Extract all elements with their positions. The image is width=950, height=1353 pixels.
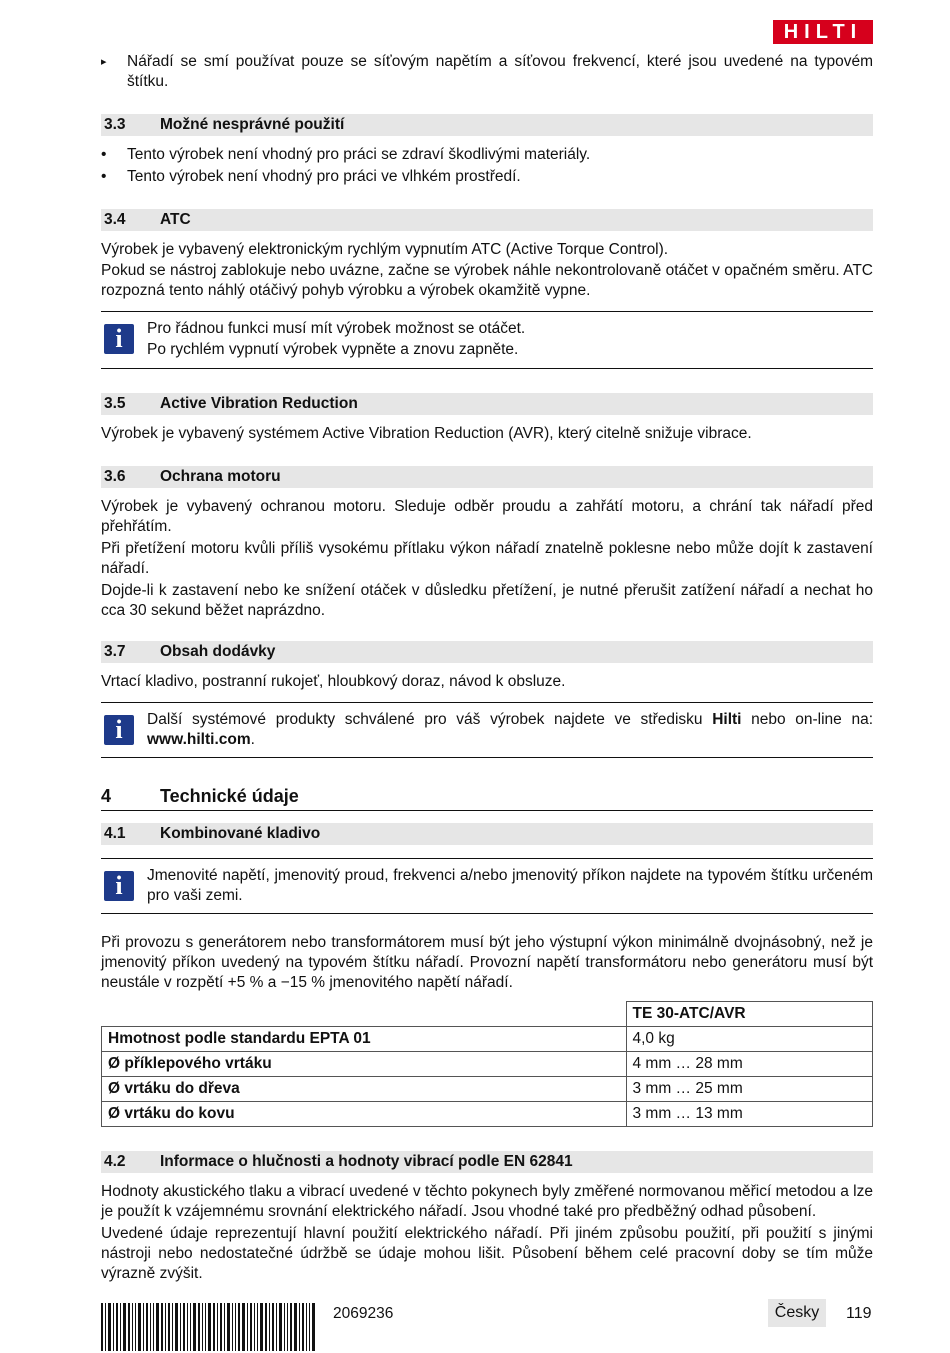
paragraph: Výrobek je vybavený ochranou motoru. Sleduje odběr proudu a zahřátí motoru, a chrání tak nářadí před přehřátím. bbox=[101, 498, 873, 535]
section-title: Obsah dodávky bbox=[160, 643, 276, 660]
section-title: Možné nesprávné použití bbox=[160, 116, 345, 133]
spec-table bbox=[101, 1001, 873, 1127]
section-number: 3.4 bbox=[104, 211, 126, 228]
table-row-label: Ø příklepového vrtáku bbox=[102, 1052, 627, 1077]
chapter-number: 4 bbox=[101, 786, 112, 806]
table-row bbox=[102, 1102, 873, 1127]
info-icon: i bbox=[104, 715, 134, 745]
barcode-icon bbox=[101, 1303, 315, 1351]
list-item-text: Tento výrobek není vhodný pro práci ve vlhkém prostředí. bbox=[127, 168, 521, 185]
table-cell-value: 4,0 kg bbox=[626, 1027, 873, 1052]
info-note bbox=[101, 311, 873, 369]
chapter-heading-4 bbox=[101, 783, 873, 811]
paragraph: Výrobek je vybavený elektronickým rychlým vypnutím ATC (Active Torque Control). bbox=[101, 241, 669, 258]
language-label: Česky bbox=[768, 1299, 826, 1327]
section-number: 4.2 bbox=[104, 1153, 126, 1170]
paragraph: Dojde-li k zastavení nebo ke snížení otáček v důsledku přetížení, je nutné přerušit zatížení nářadí a nechat ho cca 30 sekund běžet naprázdno. bbox=[101, 582, 873, 619]
note-text: Další systémové produkty schválené pro váš výrobek najdete ve středisku Hilti nebo on-line na: www.hilti.com. bbox=[147, 711, 873, 748]
table-column-header: TE 30-ATC/AVR bbox=[626, 1002, 873, 1027]
chapter-title: Technické údaje bbox=[160, 786, 299, 806]
section-title: Kombinované kladivo bbox=[160, 825, 321, 842]
table-cell-value: 3 mm … 13 mm bbox=[626, 1102, 873, 1127]
note-line: Pro řádnou funkci musí mít výrobek možnost se otáčet. bbox=[147, 320, 526, 337]
section-header-3-4 bbox=[101, 209, 873, 231]
paragraph: Hodnoty akustického tlaku a vibrací uvedené v těchto pokynech byly změřené normovanou měřicí metodou a lze je použít k vzájemnému srovnání elektrického nářadí. Jsou vhodné také pro předběžný odhad působení. bbox=[101, 1183, 873, 1220]
paragraph: Výrobek je vybavený systémem Active Vibration Reduction (AVR), který citelně snižuje vibrace. bbox=[101, 425, 752, 442]
paragraph: Uvedené údaje reprezentují hlavní použití elektrického nářadí. Při jiném způsobu použití, při použití s jinými nástroji nebo nedostatečné údržbě se údaje mohou lišit. Působení během celé pracovní doby se tím může výrazně zvýšit. bbox=[101, 1225, 873, 1282]
page-number: 119 bbox=[846, 1305, 872, 1322]
table-header-row bbox=[102, 1002, 873, 1027]
section-number: 4.1 bbox=[104, 825, 126, 842]
table-row-label: Ø vrtáku do kovu bbox=[102, 1102, 627, 1127]
section-body bbox=[101, 240, 873, 301]
section-header-3-3 bbox=[101, 114, 873, 136]
note-line: Po rychlém vypnutí výrobek vypněte a znovu zapněte. bbox=[147, 341, 519, 358]
table-row-label: Ø vrtáku do dřeva bbox=[102, 1077, 627, 1102]
section-title: ATC bbox=[160, 211, 191, 228]
table-cell-value: 4 mm … 28 mm bbox=[626, 1052, 873, 1077]
table-row-label: Hmotnost podle standardu EPTA 01 bbox=[102, 1027, 627, 1052]
paragraph: Vrtací kladivo, postranní rukojeť, hloubkový doraz, návod k obsluze. bbox=[101, 673, 566, 690]
paragraph: Při přetížení motoru kvůli příliš vysokému přítlaku výkon nářadí znatelně poklesne nebo může dojít k zastavení nářadí. bbox=[101, 540, 873, 577]
list-item-text: Tento výrobek není vhodný pro práci se zdraví škodlivými materiály. bbox=[127, 146, 591, 163]
table-row bbox=[102, 1027, 873, 1052]
info-icon: i bbox=[104, 324, 134, 354]
section-body bbox=[101, 1182, 873, 1284]
info-note bbox=[101, 858, 873, 914]
note-text: Jmenovité napětí, jmenovitý proud, frekvenci a/nebo jmenovitý příkon najdete na typovém štítku určeném pro vaši zemi. bbox=[147, 867, 873, 904]
website-link[interactable]: www.hilti.com bbox=[147, 731, 251, 748]
bullet-icon: • bbox=[101, 168, 107, 185]
hilti-logo: HILTI bbox=[773, 20, 873, 44]
section-header-3-7 bbox=[101, 641, 873, 663]
section-number: 3.3 bbox=[104, 116, 126, 133]
section-title: Informace o hlučnosti a hodnoty vibrací podle EN 62841 bbox=[160, 1153, 573, 1170]
section-body bbox=[101, 497, 873, 621]
section-header-4-1 bbox=[101, 823, 873, 845]
section-number: 3.6 bbox=[104, 468, 126, 485]
section-header-4-2 bbox=[101, 1151, 873, 1173]
section-number: 3.5 bbox=[104, 395, 126, 412]
table-corner-cell bbox=[102, 1002, 627, 1027]
section-number: 3.7 bbox=[104, 643, 126, 660]
table-cell-value: 3 mm … 25 mm bbox=[626, 1077, 873, 1102]
paragraph: Pokud se nástroj zablokuje nebo uvázne, začne se výrobek náhle nekontrolovaně otáčet v opačném směru. ATC rozpozná tento náhlý otáčivý pohyb výrobku a výrobek okamžitě vypne. bbox=[101, 262, 873, 299]
section-header-3-5 bbox=[101, 393, 873, 415]
info-icon: i bbox=[104, 871, 134, 901]
bullet-icon: • bbox=[101, 146, 107, 163]
table-row bbox=[102, 1077, 873, 1102]
section-header-3-6 bbox=[101, 466, 873, 488]
section-title: Active Vibration Reduction bbox=[160, 395, 358, 412]
intro-bullet-text: Nářadí se smí používat pouze se síťovým napětím a síťovou frekvencí, které jsou uvedené na typovém štítku. bbox=[127, 53, 873, 90]
paragraph: Při provozu s generátorem nebo transformátorem musí být jeho výstupní výkon minimálně dvojnásobný, než je jmenovitý příkon uvedený na typovém štítku nářadí. Provozní napětí transformátoru nebo generátoru musí být neustále v rozpětí +5 % a −15 % jmenovitého napětí nářadí. bbox=[101, 934, 873, 991]
brand-name: Hilti bbox=[712, 711, 742, 728]
document-number: 2069236 bbox=[333, 1305, 394, 1322]
table-row bbox=[102, 1052, 873, 1077]
section-title: Ochrana motoru bbox=[160, 468, 281, 485]
triangle-bullet-icon: ▸ bbox=[101, 56, 107, 68]
info-note bbox=[101, 702, 873, 758]
